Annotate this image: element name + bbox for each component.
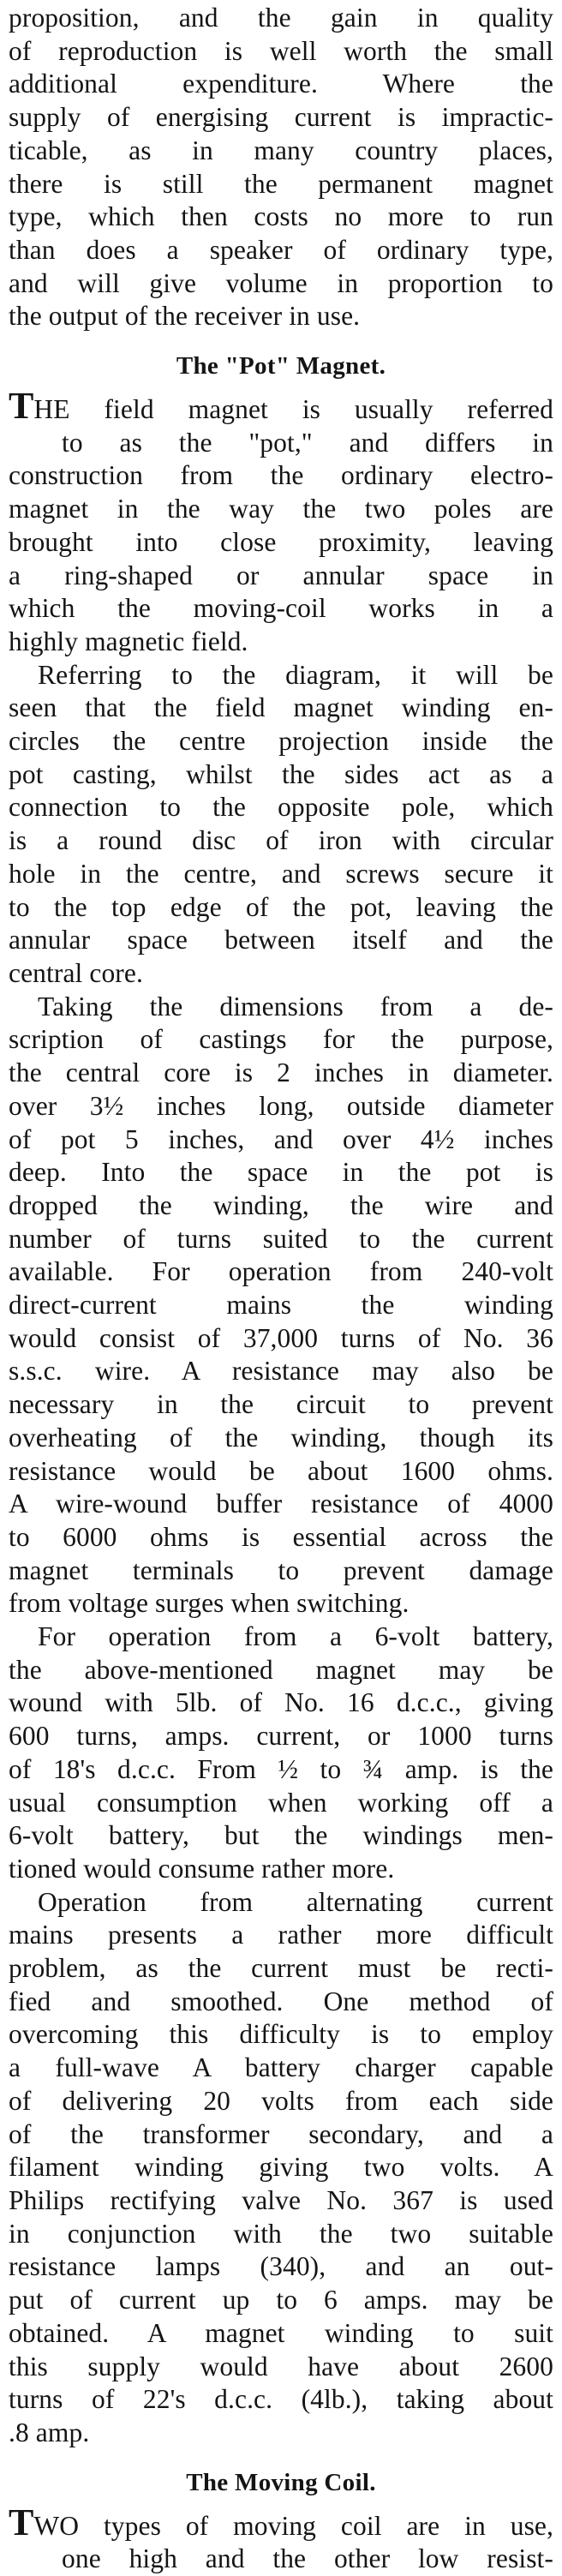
text-line: resistance would be about 1600 ohms. [9,1455,553,1486]
text-line: put of current up to 6 amps. may be [9,2285,553,2315]
dropcap-line [9,2501,553,2543]
text-line: the output of the receiver in use. [9,301,361,332]
text-line: dropped the winding, the wire and [9,1189,553,1220]
text-line: is a round disc of iron with circular [9,825,553,856]
text-line: magnet terminals to prevent damage [9,1555,553,1585]
text-line: would consist of 37,000 turns of No. 36 [9,1322,553,1353]
text-line: deep. Into the space in the pot is [9,1157,553,1188]
text-line: resistance lamps (340), and an out- [9,2251,553,2282]
text-line: there is still the permanent magnet [9,168,553,199]
text-line: usual consumption when working off a [9,1787,553,1818]
text-line: which the moving-coil works in a [9,593,553,624]
text-line: Referring to the diagram, it will be [38,659,553,690]
text-line: construction from the ordinary electro- [9,460,553,491]
text-line: .8 amp. [9,2417,90,2447]
text-line: than does a speaker of ordinary type, [9,234,553,265]
text-line: a full-wave A battery charger capable [9,2052,553,2083]
text-line: the above-mentioned magnet may be [9,1654,553,1685]
section-heading-moving-coil: The Moving Coil. [186,2468,376,2496]
text-line: to the top edge of the pot, leaving the [9,891,553,922]
text-line: to 6000 ohms is essential across the [9,1521,553,1552]
pot-paragraph [9,385,553,659]
text-line: the central core is 2 inches in diameter. [9,1057,553,1088]
text-line: proposition, and the gain in quality [9,3,553,33]
text-line: filament winding giving two volts. A [9,2152,553,2183]
text-line: pot casting, whilst the sides act as a [9,758,553,789]
text-line: brought into close proximity, leaving [9,526,553,557]
text-line: direct-current mains the winding [9,1290,553,1321]
text-line: mains presents a rather more difficult [9,1920,553,1950]
intro-paragraph [9,2,553,333]
text-line: wound with 5lb. of No. 16 d.c.c., giving [9,1687,553,1718]
text-line: to as the "pot," and differs in [62,427,553,458]
text-line: available. For operation from 240-volt [9,1256,553,1287]
text-line: fied and smoothed. One method of [9,1986,553,2016]
dropcap-line [9,385,553,428]
text-line: HE field magnet is usually referred [33,394,553,425]
text-line: ticable, as in many country places, [9,135,553,165]
text-line: type, which then costs no more to run [9,201,553,232]
text-line: A wire-wound buffer resistance of 4000 [9,1489,553,1519]
text-line: scription of castings for the purpose, [9,1024,553,1055]
text-line: overheating of the winding, though its [9,1422,553,1453]
text-line: magnet in the way the two poles are [9,494,553,524]
text-line: Operation from alternating current [38,1886,553,1917]
text-line: and will give volume in proportion to [9,267,553,298]
section-heading-pot-magnet: The "Pot" Magnet. [176,352,386,380]
text-line: of the transformer secondary, and a [9,2118,553,2149]
dimensions-paragraph [9,991,553,1620]
text-line: in conjunction with the two suitable [9,2218,553,2249]
text-line: Taking the dimensions from a de- [38,991,553,1021]
text-line: Philips rectifying valve No. 367 is used [9,2185,553,2215]
dropcap-letter: T [9,2501,34,2543]
text-line: a ring-shaped or annular space in [9,560,553,590]
text-line: connection to the opposite pole, which [9,792,553,823]
text-line: 600 turns, amps. current, or 1000 turns [9,1721,553,1752]
text-line: overcoming this difficulty is to employ [9,2019,553,2050]
alternating-current-paragraph [9,1886,553,2450]
moving-coil-paragraph [9,2501,553,2576]
text-line: highly magnetic field. [9,626,248,656]
text-line: tioned would consume rather more. [9,1853,395,1884]
text-line: problem, as the current must be recti- [9,1953,553,1984]
dropcap-letter: T [9,385,34,428]
text-line: additional expenditure. Where the [9,69,553,99]
text-line: For operation from a 6-volt battery, [38,1621,553,1652]
text-line: s.s.c. wire. A resistance may also be [9,1356,553,1387]
text-line: turns of 22's d.c.c. (4lb.), taking about [9,2384,553,2415]
text-line: necessary in the circuit to prevent [9,1389,553,1420]
text-line: WO types of moving coil are in use, [33,2510,553,2541]
text-line: from voltage surges when switching. [9,1588,410,1619]
text-line: this supply would have about 2600 [9,2351,553,2381]
text-line: number of turns suited to the current [9,1223,553,1254]
text-line: of pot 5 inches, and over 4½ inches [9,1123,553,1154]
text-line: of reproduction is well worth the small [9,35,553,66]
text-line: of delivering 20 volts from each side [9,2085,553,2116]
diagram-paragraph [9,659,553,991]
text-line: seen that the field magnet winding en- [9,692,553,723]
text-line: circles the centre projection inside the [9,726,553,757]
text-line: 6-volt battery, but the windings men- [9,1820,553,1851]
text-line: central core. [9,957,143,988]
text-line: obtained. A magnet winding to suit [9,2317,553,2348]
text-line: hole in the centre, and screws secure it [9,858,553,889]
text-line: supply of energising current is impractic- [9,102,553,133]
text-line: annular space between itself and the [9,925,553,956]
text-line: over 3½ inches long, outside diameter [9,1090,553,1121]
text-line: of 18's d.c.c. From ½ to ¾ amp. is the [9,1753,553,1784]
battery-paragraph [9,1620,553,1886]
text-line: one high and the other low resist- [62,2543,553,2574]
